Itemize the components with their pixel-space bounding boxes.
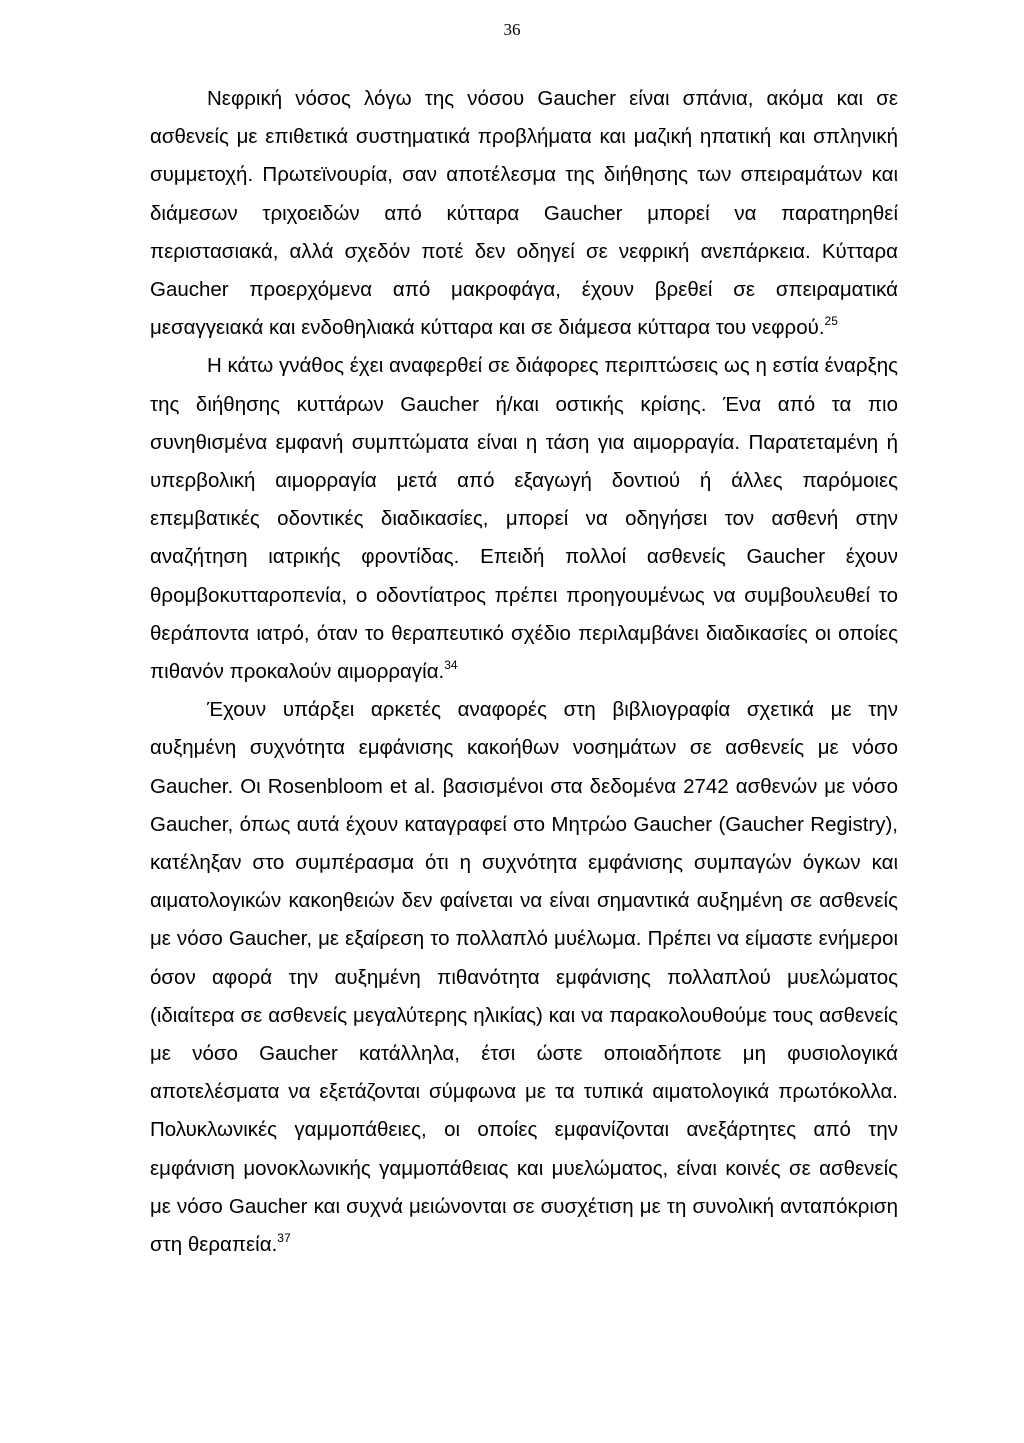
citation-ref: 37 <box>277 1231 291 1246</box>
paragraph-text: Έχουν υπάρξει αρκετές αναφορές στη βιβλιογραφία σχετικά με την αυξημένη συχνότητα εμφάνισης κακοήθων νοσημάτων σε ασθενείς με νόσο Gaucher. Οι Rosenbloom et al. βασισμένοι στα δεδομένα 2742 ασθενών με νόσο Gaucher, όπως αυτά έχουν καταγραφεί στο Μητρώο Gaucher (Gaucher Registry), κατέληξαν στο συμπέρασμα ότι η συχνότητα εμφάνισης συμπαγών όγκων και αιματολογικών κακοηθειών δεν φαίνεται να είναι σημαντικά αυξημένη σε ασθενείς με νόσο Gaucher, με εξαίρεση το πολλαπλό μυέλωμα. Πρέπει να είμαστε ενήμεροι όσον αφορά την αυξημένη πιθανότητα εμφάνισης πολλαπλού μυελώματος (ιδιαίτερα σε ασθενείς μεγαλύτερης ηλικίας) και να παρακολουθούμε τους ασθενείς με νόσο Gaucher κατάλληλα, έτσι ώστε οποιαδήποτε μη φυσιολογικά αποτελέσματα να εξετάζονται σύμφωνα με τα τυπικά αιματολογικά πρωτόκολλα. Πολυκλωνικές γαμμοπάθειες, οι οποίες εμφανίζονται ανεξάρτητες από την εμφάνιση μονοκλωνικής γαμμοπάθειας και μυελώματος, είναι κοινές σε ασθενείς με νόσο Gaucher και συχνά μειώνονται σε συσχέτιση με τη συνολική ανταπόκριση στη θεραπεία. <box>150 698 898 1257</box>
paragraph-renal-disease <box>150 80 898 347</box>
paragraph-text: Νεφρική νόσος λόγω της νόσου Gaucher είναι σπάνια, ακόμα και σε ασθενείς με επιθετικά συστηματικά προβλήματα και μαζική ηπατική και σπληνική συμμετοχή. Πρωτεϊνουρία, σαν αποτέλεσμα της διήθησης των σπειραμάτων και διάμεσων τριχοειδών από κύτταρα Gaucher μπορεί να παρατηρηθεί περιστασιακά, αλλά σχεδόν ποτέ δεν οδηγεί σε νεφρική ανεπάρκεια. Κύτταρα Gaucher προερχόμενα από μακροφάγα, έχουν βρεθεί σε σπειραματικά μεσαγγειακά και ενδοθηλιακά κύτταρα και σε διάμεσα κύτταρα του νεφρού. <box>150 87 898 340</box>
citation-ref: 25 <box>824 314 838 329</box>
document-body <box>150 80 898 1264</box>
page-number: 36 <box>503 20 521 39</box>
paragraph-mandible <box>150 347 898 691</box>
paragraph-text: Η κάτω γνάθος έχει αναφερθεί σε διάφορες περιπτώσεις ως η εστία έναρξης της διήθησης κυττάρων Gaucher ή/και οστικής κρίσης. Ένα από τα πιο συνηθισμένα εμφανή συμπτώματα είναι η τάση για αιμορραγία. Παρατεταμένη ή υπερβολική αιμορραγία μετά από εξαγωγή δοντιού ή άλλες παρόμοιες επεμβατικές οδοντικές διαδικασίες, μπορεί να οδηγήσει τον ασθενή στην αναζήτηση ιατρικής φροντίδας. Επειδή πολλοί ασθενείς Gaucher έχουν θρομβοκυτταροπενία, ο οδοντίατρος πρέπει προηγουμένως να συμβουλευθεί το θεράποντα ιατρό, όταν το θεραπευτικό σχέδιο περιλαμβάνει διαδικασίες οι οποίες πιθανόν προκαλούν αιμορραγία. <box>150 354 898 684</box>
paragraph-malignancy <box>150 691 898 1264</box>
citation-ref: 34 <box>444 658 458 673</box>
